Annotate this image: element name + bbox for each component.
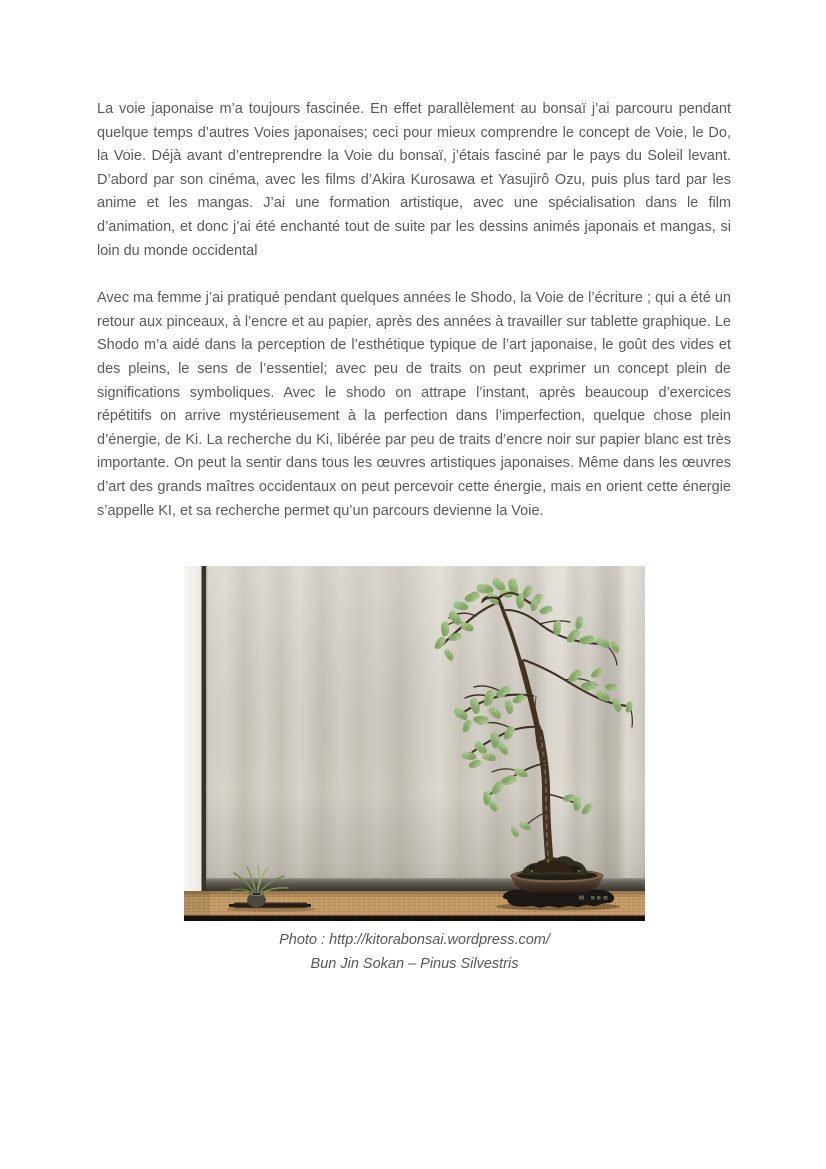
photo-caption-source: Photo : http://kitorabonsai.wordpress.com/ <box>279 932 550 948</box>
frame-edge-highlight <box>206 566 208 893</box>
paragraph-shodo: Avec ma femme j’ai pratiqué pendant quelques années le Shodo, la Voie de l’écriture ; qui a été un retour aux pinceaux, à l’encre et au papier, après des années à travailler sur tablette graphique. Le Shodo m’a aidé dans la perception de l’esthétique typique de l’art japonaise, le goût des vides et des pleins, le sens de l’essentiel; avec peu de traits on peut exprimer un concept plein de significations symboliques. Avec le shodo on attrape l’instant, après beaucoup d’exercices répétitifs on arrive mystérieusement à la perfection dans l’imperfection, quelque chose plein d’énergie, de Ki. La recherche du Ki, libérée par peu de traits d’encre noir sur papier blanc est très importante. On peut la sentir dans tous les œuvres artistiques japonaises. Même dans les œuvres d’art des grands maîtres occidentaux on peut percevoir cette énergie, mais en orient cette énergie s’appelle KI, et sa recherche permet qu’un parcours devienne la Voie. <box>97 290 731 519</box>
bonsai-photo-image <box>184 566 645 921</box>
paragraph-japanese-way: La voie japonaise m’a toujours fascinée. En effet parallèlement au bonsaï j’ai parcouru pendant quelque temps d’autres Voies japonaises; ceci pour mieux comprendre le concept de Voie, le Do, la Voie. Déjà avant d’entreprendre la Voie du bonsaï, j’étais fasciné par le pays du Soleil levant. D’abord par son cinéma, avec les films d’Akira Kurosawa et Yasujirô Ozu, puis plus tard par les anime et les mangas. J’ai une formation artistique, avec une spécialisation dans le film d’animation, et donc j’ai été enchanté tout de suite par les dessins animés japonais et mangas, si loin du monde occidental <box>97 101 731 259</box>
frame-line <box>202 566 207 893</box>
photo-caption-title: Bun Jin Sokan – Pinus Silvestris <box>310 955 519 972</box>
wall-strip <box>184 566 202 893</box>
display-stand <box>496 890 620 911</box>
accent-pot <box>247 892 266 908</box>
accent-tray <box>229 903 311 908</box>
floor-edge-band <box>184 916 645 922</box>
bonsai-photo <box>184 566 645 921</box>
curtain-backdrop <box>184 566 645 882</box>
body-text <box>97 98 731 523</box>
photo-caption <box>184 929 645 976</box>
